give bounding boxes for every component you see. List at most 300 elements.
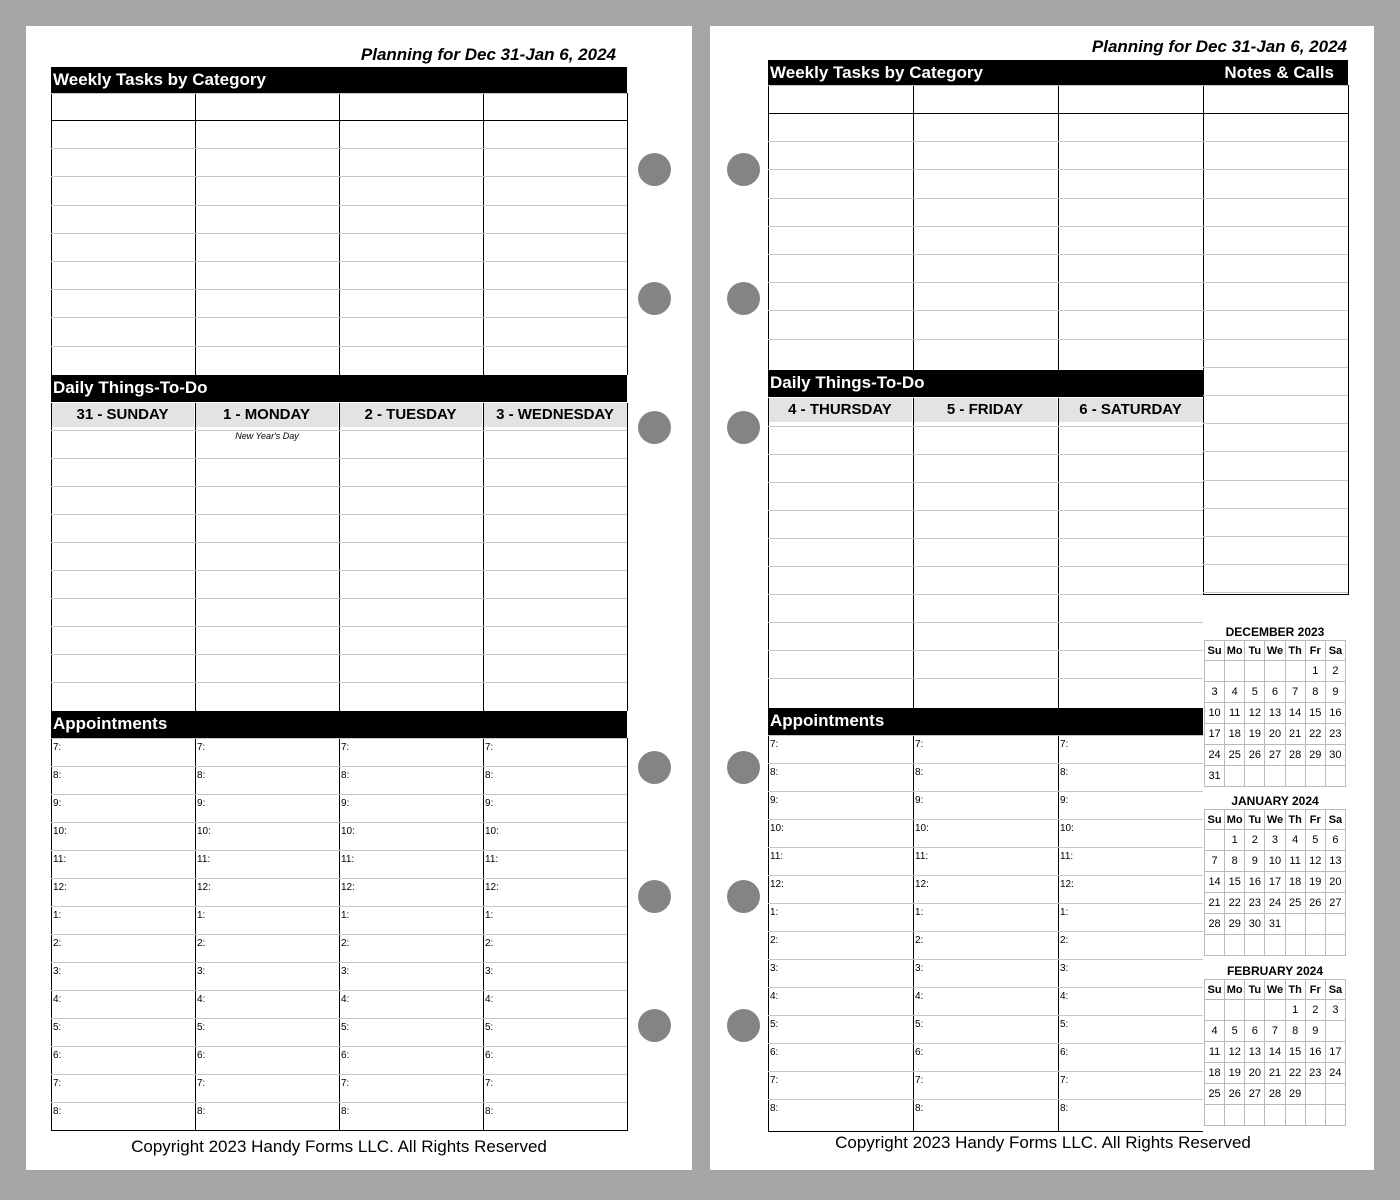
calendar-day	[1205, 1105, 1225, 1126]
binder-hole	[727, 282, 760, 315]
hour-label: 8:	[53, 770, 62, 781]
hour-label: 5:	[770, 1019, 779, 1030]
column-divider	[913, 85, 914, 370]
calendar-day	[1305, 1084, 1325, 1105]
column-divider	[913, 398, 914, 708]
calendar-day: 17	[1205, 724, 1225, 745]
copyright-notice: Copyright 2023 Handy Forms LLC. All Rights Reserved	[131, 1137, 547, 1156]
hour-label: 4:	[770, 991, 779, 1002]
row-line	[51, 1046, 627, 1047]
daily-todo-grid[interactable]	[51, 403, 627, 711]
hour-label: 8:	[341, 770, 350, 781]
hour-label: 10:	[341, 826, 355, 837]
planning-title: Planning for Dec 31-Jan 6, 2024	[360, 45, 616, 64]
daily-todo-label: Daily Things-To-Do	[770, 373, 925, 392]
row-line	[51, 148, 627, 149]
calendar-day	[1205, 661, 1225, 682]
hour-label: 5:	[341, 1022, 350, 1033]
calendar-day: 16	[1245, 872, 1265, 893]
weekday-header: Su	[1205, 980, 1225, 1000]
weekly-tasks-bar	[51, 67, 627, 93]
mini-calendar-table	[1204, 979, 1346, 1126]
hour-label: 8:	[485, 770, 494, 781]
calendar-day: 17	[1265, 872, 1285, 893]
binder-hole	[638, 1009, 671, 1042]
hour-label: 7:	[341, 742, 350, 753]
row-line	[51, 205, 627, 206]
hour-label: 12:	[53, 882, 67, 893]
calendar-day	[1205, 935, 1225, 956]
weekday-header: Mo	[1225, 641, 1245, 661]
calendar-day	[1225, 935, 1245, 956]
calendar-day: 30	[1245, 914, 1265, 935]
calendar-day: 22	[1225, 893, 1245, 914]
calendar-day: 13	[1265, 703, 1285, 724]
mini-calendar-february-2024	[1204, 963, 1346, 1126]
hour-label: 7:	[485, 742, 494, 753]
row-line	[51, 598, 627, 599]
calendar-day: 23	[1325, 724, 1345, 745]
hour-label: 8:	[770, 767, 779, 778]
calendar-day	[1225, 1105, 1245, 1126]
calendar-day: 21	[1285, 724, 1305, 745]
row-line	[51, 317, 627, 318]
row-line	[768, 538, 1203, 539]
row-line	[1203, 254, 1348, 255]
calendar-day: 15	[1285, 1042, 1305, 1063]
hour-label: 4:	[1060, 991, 1069, 1002]
hour-label: 10:	[915, 823, 929, 834]
calendar-day: 19	[1225, 1063, 1245, 1084]
calendar-day	[1325, 914, 1345, 935]
row-line	[51, 289, 627, 290]
calendar-day	[1325, 935, 1345, 956]
hour-label: 8:	[197, 1106, 206, 1117]
row-line	[51, 570, 627, 571]
day-header-saturday: 6 - SATURDAY	[1058, 398, 1203, 422]
appointments-label: Appointments	[53, 714, 168, 733]
calendar-day: 9	[1305, 1021, 1325, 1042]
weekday-header: Mo	[1225, 810, 1245, 830]
hour-label: 5:	[53, 1022, 62, 1033]
row-line	[768, 85, 1203, 86]
row-line	[51, 261, 627, 262]
calendar-day: 5	[1305, 830, 1325, 851]
row-line	[768, 622, 1203, 623]
daily-todo-grid[interactable]	[768, 398, 1203, 708]
hour-label: 8:	[915, 767, 924, 778]
row-line	[51, 514, 627, 515]
row-line	[51, 486, 627, 487]
hour-label: 6:	[341, 1050, 350, 1061]
hour-label: 12:	[485, 882, 499, 893]
hour-label: 1:	[197, 910, 206, 921]
hour-label: 2:	[53, 938, 62, 949]
calendar-day: 14	[1265, 1042, 1285, 1063]
calendar-day: 4	[1225, 682, 1245, 703]
row-line	[768, 678, 1203, 679]
hour-label: 9:	[770, 795, 779, 806]
calendar-day: 11	[1205, 1042, 1225, 1063]
weekday-header: Fr	[1305, 641, 1325, 661]
calendar-day	[1245, 661, 1265, 682]
calendar-day: 31	[1265, 914, 1285, 935]
calendar-day: 7	[1265, 1021, 1285, 1042]
calendar-day: 3	[1265, 830, 1285, 851]
calendar-day: 1	[1285, 1000, 1305, 1021]
weekday-header: We	[1265, 641, 1285, 661]
binder-hole	[638, 282, 671, 315]
calendar-day: 27	[1265, 745, 1285, 766]
calendar-day	[1245, 1000, 1265, 1021]
column-divider	[195, 403, 196, 711]
row-line	[768, 1043, 1203, 1044]
hour-label: 1:	[53, 910, 62, 921]
hour-label: 9:	[53, 798, 62, 809]
hour-label: 3:	[197, 966, 206, 977]
calendar-day	[1305, 766, 1325, 787]
binder-hole	[727, 1009, 760, 1042]
row-line	[768, 903, 1203, 904]
holiday-label: New Year's Day	[235, 431, 299, 441]
calendar-day: 1	[1305, 661, 1325, 682]
row-line	[1203, 169, 1348, 170]
weekly-tasks-grid[interactable]	[51, 93, 627, 375]
hour-label: 5:	[197, 1022, 206, 1033]
calendar-day: 28	[1285, 745, 1305, 766]
calendar-day	[1305, 1105, 1325, 1126]
weekday-header: Tu	[1245, 810, 1265, 830]
calendar-day: 6	[1245, 1021, 1265, 1042]
hour-label: 12:	[197, 882, 211, 893]
hour-label: 4:	[53, 994, 62, 1005]
calendar-day: 3	[1205, 682, 1225, 703]
row-line	[1203, 594, 1348, 595]
weekday-header: Su	[1205, 810, 1225, 830]
mini-calendar-december-2023	[1204, 624, 1346, 787]
calendar-day: 28	[1265, 1084, 1285, 1105]
column-divider	[768, 398, 769, 708]
row-line	[1203, 508, 1348, 509]
calendar-day: 26	[1245, 745, 1265, 766]
hour-label: 8:	[770, 1103, 779, 1114]
calendar-day	[1265, 661, 1285, 682]
calendar-day: 7	[1285, 682, 1305, 703]
calendar-day: 8	[1305, 682, 1325, 703]
row-line	[51, 542, 627, 543]
calendar-day: 27	[1245, 1084, 1265, 1105]
hour-label: 4:	[197, 994, 206, 1005]
calendar-day: 21	[1205, 893, 1225, 914]
row-line	[51, 822, 627, 823]
calendar-day: 4	[1285, 830, 1305, 851]
row-line	[768, 1131, 1203, 1132]
hour-label: 12:	[1060, 879, 1074, 890]
hour-label: 12:	[341, 882, 355, 893]
mini-calendar-title: DECEMBER 2023	[1225, 625, 1325, 639]
weekday-header: We	[1265, 810, 1285, 830]
calendar-day: 7	[1205, 851, 1225, 872]
hour-label: 1:	[1060, 907, 1069, 918]
column-divider	[483, 403, 484, 711]
appointments-bar	[51, 711, 627, 738]
calendar-day: 2	[1245, 830, 1265, 851]
calendar-day: 29	[1225, 914, 1245, 935]
weekday-header: Fr	[1305, 810, 1325, 830]
hour-label: 9:	[1060, 795, 1069, 806]
calendar-day: 13	[1325, 851, 1345, 872]
calendar-day: 6	[1325, 830, 1345, 851]
calendar-day: 31	[1205, 766, 1225, 787]
weekly-tasks-bar	[768, 60, 1348, 85]
hour-label: 8:	[197, 770, 206, 781]
row-line	[768, 791, 1203, 792]
calendar-day: 18	[1225, 724, 1245, 745]
calendar-day	[1265, 935, 1285, 956]
calendar-day: 2	[1325, 661, 1345, 682]
row-line	[768, 847, 1203, 848]
left-planner-page	[26, 26, 692, 1170]
hour-label: 10:	[197, 826, 211, 837]
row-line	[1203, 480, 1348, 481]
daily-todo-bar	[51, 375, 627, 402]
calendar-day	[1265, 1105, 1285, 1126]
day-header-wednesday: 3 - WEDNESDAY	[483, 403, 627, 427]
row-line	[1203, 310, 1348, 311]
weekday-header: Tu	[1245, 641, 1265, 661]
hour-label: 7:	[341, 1078, 350, 1089]
notes-calls-grid[interactable]	[1203, 85, 1348, 595]
calendar-day	[1245, 1105, 1265, 1126]
row-line	[51, 962, 627, 963]
weekday-header: Th	[1285, 641, 1305, 661]
row-line	[768, 339, 1203, 340]
hour-label: 7:	[1060, 739, 1069, 750]
hour-label: 8:	[341, 1106, 350, 1117]
binder-hole	[638, 751, 671, 784]
row-line	[51, 878, 627, 879]
column-divider	[627, 93, 628, 375]
hour-label: 10:	[53, 826, 67, 837]
calendar-day: 22	[1285, 1063, 1305, 1084]
hour-label: 6:	[485, 1050, 494, 1061]
weekly-tasks-grid[interactable]	[768, 85, 1203, 370]
row-line	[768, 1015, 1203, 1016]
row-line	[51, 766, 627, 767]
calendar-day: 12	[1245, 703, 1265, 724]
row-line	[51, 934, 627, 935]
row-line	[1203, 85, 1348, 86]
column-divider	[195, 93, 196, 375]
hour-label: 8:	[1060, 1103, 1069, 1114]
weekday-header: Su	[1205, 641, 1225, 661]
calendar-day: 3	[1325, 1000, 1345, 1021]
row-line	[51, 1130, 627, 1131]
hour-label: 2:	[915, 935, 924, 946]
row-line	[51, 1018, 627, 1019]
calendar-day: 8	[1285, 1021, 1305, 1042]
row-line	[1203, 395, 1348, 396]
weekday-header: We	[1265, 980, 1285, 1000]
hour-label: 9:	[485, 798, 494, 809]
row-line	[51, 1074, 627, 1075]
row-line	[768, 566, 1203, 567]
appointments-grid[interactable]	[51, 738, 627, 1131]
calendar-day: 26	[1225, 1084, 1245, 1105]
row-line	[768, 226, 1203, 227]
calendar-day: 27	[1325, 893, 1345, 914]
weekday-header: Tu	[1245, 980, 1265, 1000]
hour-label: 8:	[1060, 767, 1069, 778]
calendar-day: 20	[1325, 872, 1345, 893]
calendar-day: 13	[1245, 1042, 1265, 1063]
calendar-day	[1245, 766, 1265, 787]
calendar-day: 20	[1265, 724, 1285, 745]
binder-hole	[638, 880, 671, 913]
appointments-grid[interactable]	[768, 735, 1203, 1132]
row-line	[51, 654, 627, 655]
row-line	[51, 990, 627, 991]
calendar-day: 8	[1225, 851, 1245, 872]
notes-calls-label: Notes & Calls	[1224, 63, 1334, 82]
column-divider	[1058, 398, 1059, 708]
row-line	[768, 510, 1203, 511]
calendar-day	[1225, 766, 1245, 787]
calendar-day: 1	[1225, 830, 1245, 851]
row-line	[768, 875, 1203, 876]
column-divider	[627, 403, 628, 711]
mini-calendar-table	[1204, 809, 1346, 956]
right-planner-page	[710, 26, 1374, 1170]
row-line	[768, 763, 1203, 764]
day-header-sunday: 31 - SUNDAY	[51, 403, 195, 427]
calendar-day	[1285, 914, 1305, 935]
hour-label: 11:	[1060, 851, 1074, 862]
row-line	[768, 931, 1203, 932]
hour-label: 10:	[485, 826, 499, 837]
hour-label: 10:	[770, 823, 784, 834]
calendar-day: 16	[1325, 703, 1345, 724]
row-line	[1203, 226, 1348, 227]
hour-label: 1:	[485, 910, 494, 921]
row-line	[768, 1099, 1203, 1100]
hour-label: 2:	[485, 938, 494, 949]
hour-label: 3:	[53, 966, 62, 977]
row-line	[768, 482, 1203, 483]
row-line	[768, 1071, 1203, 1072]
binder-hole	[727, 411, 760, 444]
hour-label: 5:	[1060, 1019, 1069, 1030]
row-line	[768, 198, 1203, 199]
row-line	[1203, 282, 1348, 283]
row-line	[51, 120, 627, 121]
hour-label: 3:	[770, 963, 779, 974]
hour-label: 9:	[915, 795, 924, 806]
calendar-day: 21	[1265, 1063, 1285, 1084]
hour-label: 7:	[53, 1078, 62, 1089]
row-line	[1203, 592, 1348, 593]
hour-label: 7:	[1060, 1075, 1069, 1086]
column-divider	[51, 93, 52, 375]
calendar-day: 19	[1245, 724, 1265, 745]
mini-calendar-title: FEBRUARY 2024	[1226, 964, 1324, 978]
row-line	[51, 682, 627, 683]
row-line	[1203, 141, 1348, 142]
row-line	[1203, 423, 1348, 424]
hour-label: 7:	[197, 742, 206, 753]
column-divider	[1058, 85, 1059, 370]
calendar-day: 11	[1285, 851, 1305, 872]
hour-label: 11:	[53, 854, 67, 865]
hour-label: 11:	[485, 854, 499, 865]
calendar-day: 9	[1325, 682, 1345, 703]
binder-hole	[638, 411, 671, 444]
hour-label: 7:	[197, 1078, 206, 1089]
row-line	[768, 819, 1203, 820]
calendar-day: 18	[1285, 872, 1305, 893]
row-line	[1203, 367, 1348, 368]
calendar-day: 12	[1305, 851, 1325, 872]
calendar-day: 16	[1305, 1042, 1325, 1063]
row-line	[51, 176, 627, 177]
binder-hole	[727, 751, 760, 784]
calendar-day: 29	[1305, 745, 1325, 766]
hour-label: 6:	[197, 1050, 206, 1061]
hour-label: 7:	[53, 742, 62, 753]
row-line	[768, 454, 1203, 455]
calendar-day: 12	[1225, 1042, 1245, 1063]
hour-label: 12:	[770, 879, 784, 890]
calendar-day	[1305, 935, 1325, 956]
daily-todo-bar	[768, 370, 1203, 397]
calendar-day: 25	[1285, 893, 1305, 914]
calendar-day: 19	[1305, 872, 1325, 893]
hour-label: 5:	[915, 1019, 924, 1030]
hour-label: 2:	[1060, 935, 1069, 946]
weekday-header: Sa	[1325, 641, 1345, 661]
calendar-day: 26	[1305, 893, 1325, 914]
hour-label: 11:	[770, 851, 784, 862]
day-header-tuesday: 2 - TUESDAY	[339, 403, 483, 427]
row-line	[768, 594, 1203, 595]
appointments-bar	[768, 708, 1203, 735]
calendar-day: 30	[1325, 745, 1345, 766]
row-line	[1203, 113, 1348, 114]
hour-label: 3:	[485, 966, 494, 977]
calendar-day: 28	[1205, 914, 1225, 935]
hour-label: 10:	[1060, 823, 1074, 834]
hour-label: 7:	[485, 1078, 494, 1089]
calendar-day: 10	[1265, 851, 1285, 872]
column-divider	[1203, 85, 1204, 595]
hour-label: 11:	[341, 854, 355, 865]
hour-label: 1:	[915, 907, 924, 918]
mini-calendar-january-2024	[1204, 793, 1346, 956]
calendar-day: 24	[1205, 745, 1225, 766]
row-line	[51, 906, 627, 907]
hour-label: 9:	[341, 798, 350, 809]
hour-label: 3:	[915, 963, 924, 974]
hour-label: 6:	[770, 1047, 779, 1058]
row-line	[768, 987, 1203, 988]
row-line	[51, 1102, 627, 1103]
weekday-header: Sa	[1325, 980, 1345, 1000]
day-header-thursday: 4 - THURSDAY	[768, 398, 913, 422]
hour-label: 8:	[485, 1106, 494, 1117]
hour-label: 5:	[485, 1022, 494, 1033]
calendar-day: 18	[1205, 1063, 1225, 1084]
weekday-header: Th	[1285, 980, 1305, 1000]
